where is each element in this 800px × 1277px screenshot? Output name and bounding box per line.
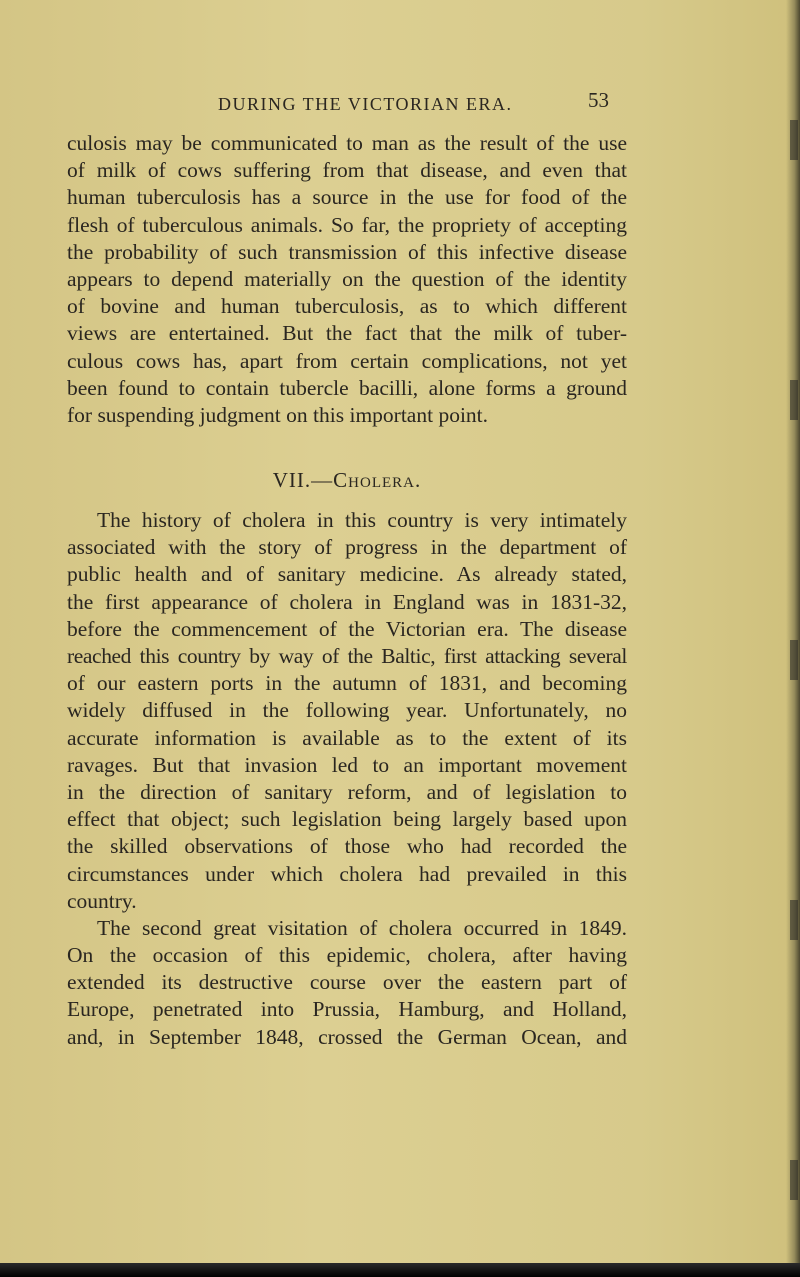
- text-line: the skilled observations of those who had recorded the: [67, 834, 627, 859]
- body-text: [67, 130, 627, 1051]
- section-title: Cholera.: [333, 468, 422, 493]
- text-line: for suspending judgment on this important point.: [67, 402, 489, 427]
- text-line: appears to depend materially on the question of the identity: [67, 266, 627, 291]
- page-number: 53: [588, 88, 609, 112]
- text-line: ravages. But that invasion led to an important movement: [67, 752, 627, 777]
- scan-bottom-edge: [0, 1263, 800, 1277]
- text-line: before the commencement of the Victorian era. The disease: [67, 616, 627, 641]
- paragraph: [67, 507, 627, 915]
- text-line: flesh of tuberculous animals. So far, the propriety of accepting: [67, 212, 627, 237]
- paragraph: [67, 130, 627, 429]
- text-line: country.: [67, 888, 137, 913]
- text-line: human tuberculosis has a source in the use for food of the: [67, 185, 627, 210]
- section-numeral: VII.—: [272, 468, 334, 493]
- text-line: The second great visitation of cholera occurred in 1849.: [97, 915, 627, 940]
- running-head: [0, 88, 800, 116]
- text-line: the first appearance of cholera in England was in 1831-32,: [67, 589, 627, 614]
- text-line: public health and of sanitary medicine. As already stated,: [67, 562, 627, 587]
- text-line: effect that object; such legislation being largely based upon: [67, 807, 627, 832]
- text-line: accurate information is available as to the extent of its: [67, 725, 627, 750]
- paragraph: [67, 915, 627, 1051]
- text-line: and, in September 1848, crossed the German Ocean, and: [67, 1024, 627, 1049]
- text-line: of bovine and human tuberculosis, as to which different: [67, 294, 627, 319]
- section-heading: [67, 453, 627, 507]
- text-line: culous cows has, apart from certain complications, not yet: [67, 348, 627, 373]
- text-line: views are entertained. But the fact that the milk of tuber-: [67, 321, 627, 346]
- text-line: widely diffused in the following year. Unfortunately, no: [67, 698, 627, 723]
- text-line: reached this country by way of the Baltic, first attacking several: [67, 644, 627, 668]
- text-line: in the direction of sanitary reform, and of legislation to: [67, 779, 627, 804]
- text-line: On the occasion of this epidemic, cholera, after having: [67, 943, 627, 968]
- text-line: associated with the story of progress in the department of: [67, 535, 627, 560]
- text-line: Europe, penetrated into Prussia, Hamburg, and Holland,: [67, 997, 627, 1022]
- text-line: of our eastern ports in the autumn of 1831, and becoming: [67, 671, 627, 696]
- text-line: The history of cholera in this country is very intimately: [97, 508, 627, 533]
- text-line: the probability of such transmission of this infective disease: [67, 239, 627, 264]
- text-line: extended its destructive course over the eastern part of: [67, 970, 627, 995]
- text-line: been found to contain tubercle bacilli, alone forms a ground: [67, 375, 627, 400]
- text-line: circumstances under which cholera had prevailed in this: [67, 861, 627, 886]
- page-edge-marks: [790, 0, 798, 1277]
- text-line: culosis may be communicated to man as the result of the use: [67, 131, 627, 155]
- running-head-title: DURING THE VICTORIAN ERA.: [218, 94, 513, 114]
- text-line: of milk of cows suffering from that disease, and even that: [67, 158, 627, 183]
